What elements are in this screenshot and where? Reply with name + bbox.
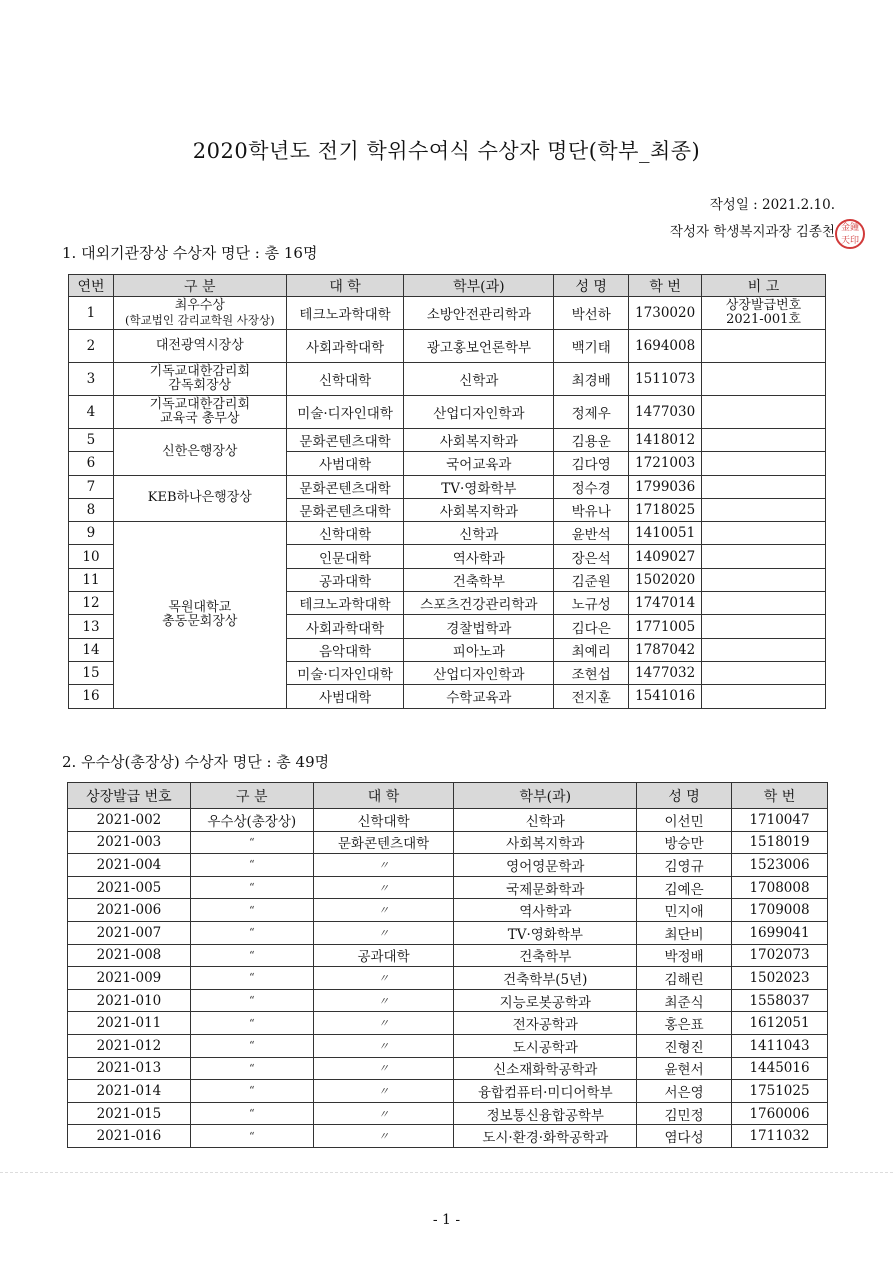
department-cell: 역사학과 xyxy=(404,545,554,568)
certificate-number-cell: 2021-012 xyxy=(68,1034,191,1057)
student-id-cell: 1771005 xyxy=(629,615,702,638)
header-cell: 학부(과) xyxy=(454,783,637,809)
certificate-number-cell: 2021-008 xyxy=(68,944,191,967)
header-cell: 성 명 xyxy=(554,275,629,297)
award-type-cell: “ xyxy=(190,1012,313,1035)
student-id-cell: 1751025 xyxy=(732,1080,828,1103)
section1-heading: 1. 대외기관장상 수상자 명단 : 총 16명 xyxy=(62,244,318,262)
department-cell: 도시공학과 xyxy=(454,1034,637,1057)
row-number-cell: 10 xyxy=(69,545,114,568)
department-cell: 전자공학과 xyxy=(454,1012,637,1035)
table-row xyxy=(68,876,828,899)
college-cell: 〃 xyxy=(313,921,454,944)
college-cell: 신학대학 xyxy=(286,363,404,396)
row-number-cell: 4 xyxy=(69,396,114,429)
college-cell: 문화콘텐츠대학 xyxy=(286,498,404,521)
name-cell: 김민정 xyxy=(637,1102,732,1125)
page-number: - 1 - xyxy=(432,1212,461,1228)
department-cell: 영어영문학과 xyxy=(454,854,637,877)
student-id-cell: 1799036 xyxy=(629,475,702,498)
student-id-cell: 1511073 xyxy=(629,363,702,396)
college-cell: 〃 xyxy=(313,989,454,1012)
department-cell: TV·영화학부 xyxy=(404,475,554,498)
college-cell: 테크노과학대학 xyxy=(286,297,404,330)
certificate-number-cell: 2021-004 xyxy=(68,854,191,877)
award-type-cell: “ xyxy=(190,876,313,899)
name-cell: 김다은 xyxy=(554,615,629,638)
name-cell: 윤반석 xyxy=(554,522,629,545)
cell-line: 목원대학교 xyxy=(168,599,232,615)
department-cell: 신학과 xyxy=(404,363,554,396)
college-cell: 문화콘텐츠대학 xyxy=(286,429,404,452)
row-number-cell: 5 xyxy=(69,429,114,452)
department-cell: 산업디자인학과 xyxy=(404,396,554,429)
name-cell: 윤현서 xyxy=(637,1057,732,1080)
cell-line: 교육국 총무상 xyxy=(160,411,240,426)
certificate-number-cell: 2021-007 xyxy=(68,921,191,944)
department-cell: 건축학부 xyxy=(454,944,637,967)
college-cell: 사회과학대학 xyxy=(286,615,404,638)
name-cell: 장은석 xyxy=(554,545,629,568)
college-cell: 인문대학 xyxy=(286,545,404,568)
name-cell: 김영규 xyxy=(637,854,732,877)
college-cell: 〃 xyxy=(313,1102,454,1125)
header-cell: 연번 xyxy=(69,275,114,297)
student-id-cell: 1518019 xyxy=(732,831,828,854)
row-number-cell: 1 xyxy=(69,297,114,330)
department-cell: 사회복지학과 xyxy=(404,498,554,521)
row-number-cell: 7 xyxy=(69,475,114,498)
row-number-cell: 13 xyxy=(69,615,114,638)
header-cell: 성 명 xyxy=(637,783,732,809)
footer-divider xyxy=(0,1172,893,1173)
award-type-cell xyxy=(113,363,286,396)
name-cell: 김다영 xyxy=(554,452,629,475)
name-cell: 최단비 xyxy=(637,921,732,944)
table-header-row xyxy=(69,275,826,297)
department-cell: 건축학부(5년) xyxy=(454,967,637,990)
student-id-cell: 1477032 xyxy=(629,661,702,684)
college-cell: 공과대학 xyxy=(286,568,404,591)
college-cell: 〃 xyxy=(313,967,454,990)
student-id-cell: 1541016 xyxy=(629,685,702,708)
student-id-cell: 1730020 xyxy=(629,297,702,330)
name-cell: 김준원 xyxy=(554,568,629,591)
student-id-cell: 1409027 xyxy=(629,545,702,568)
table-row xyxy=(68,967,828,990)
note-cell xyxy=(702,568,826,591)
table-row xyxy=(69,297,826,330)
cell-line: 상장발급번호 xyxy=(725,298,802,313)
table-row xyxy=(68,809,828,832)
row-number-cell: 9 xyxy=(69,522,114,545)
department-cell: TV·영화학부 xyxy=(454,921,637,944)
college-cell: 문화콘텐츠대학 xyxy=(313,831,454,854)
department-cell: 수학교육과 xyxy=(404,685,554,708)
student-id-cell: 1747014 xyxy=(629,592,702,615)
note-cell xyxy=(702,452,826,475)
award-type-cell: “ xyxy=(190,967,313,990)
award-type-cell: “ xyxy=(190,989,313,1012)
college-cell: 〃 xyxy=(313,1057,454,1080)
student-id-cell: 1477030 xyxy=(629,396,702,429)
award-type-cell: 우수상(총장상) xyxy=(190,809,313,832)
award-type-cell xyxy=(113,396,286,429)
certificate-number-cell: 2021-014 xyxy=(68,1080,191,1103)
cell-line: 총동문회장상 xyxy=(162,613,238,629)
college-cell: 〃 xyxy=(313,1125,454,1148)
college-cell: 사범대학 xyxy=(286,685,404,708)
section2-heading: 2. 우수상(총장상) 수상자 명단 : 총 49명 xyxy=(62,753,330,771)
author-line: 작성자 학생복지과장 김종천 xyxy=(669,224,835,240)
college-cell: 문화콘텐츠대학 xyxy=(286,475,404,498)
certificate-number-cell: 2021-010 xyxy=(68,989,191,1012)
name-cell: 전지훈 xyxy=(554,685,629,708)
page-title: 2020학년도 전기 학위수여식 수상자 명단(학부_최종) xyxy=(192,139,701,163)
college-cell: 〃 xyxy=(313,1080,454,1103)
award-type-cell: “ xyxy=(190,1125,313,1148)
student-id-cell: 1711032 xyxy=(732,1125,828,1148)
table-row xyxy=(69,429,826,452)
table-row xyxy=(68,1080,828,1103)
department-cell: 신학과 xyxy=(454,809,637,832)
college-cell: 〃 xyxy=(313,1012,454,1035)
award-type-cell: “ xyxy=(190,1102,313,1125)
table-row xyxy=(68,921,828,944)
table-row xyxy=(68,1057,828,1080)
note-cell xyxy=(702,615,826,638)
table-row xyxy=(68,854,828,877)
name-cell: 최준식 xyxy=(637,989,732,1012)
student-id-cell: 1445016 xyxy=(732,1057,828,1080)
student-id-cell: 1694008 xyxy=(629,330,702,363)
department-cell: 신학과 xyxy=(404,522,554,545)
department-cell: 국제문화학과 xyxy=(454,876,637,899)
certificate-number-cell: 2021-006 xyxy=(68,899,191,922)
college-cell: 사회과학대학 xyxy=(286,330,404,363)
student-id-cell: 1502023 xyxy=(732,967,828,990)
name-cell: 노규성 xyxy=(554,592,629,615)
certificate-number-cell: 2021-002 xyxy=(68,809,191,832)
name-cell: 정제우 xyxy=(554,396,629,429)
cell-line: 기독교대한감리회 xyxy=(149,397,251,412)
cell-line: 감독회장상 xyxy=(168,378,232,393)
student-id-cell: 1410051 xyxy=(629,522,702,545)
table-row xyxy=(68,1034,828,1057)
note-cell xyxy=(702,545,826,568)
department-cell: 스포츠건강관리학과 xyxy=(404,592,554,615)
department-cell: 경찰법학과 xyxy=(404,615,554,638)
student-id-cell: 1558037 xyxy=(732,989,828,1012)
table-row xyxy=(69,522,826,545)
certificate-number-cell: 2021-015 xyxy=(68,1102,191,1125)
note-cell xyxy=(702,330,826,363)
note-cell xyxy=(702,363,826,396)
college-cell: 신학대학 xyxy=(286,522,404,545)
student-id-cell: 1721003 xyxy=(629,452,702,475)
header-cell: 구 분 xyxy=(190,783,313,809)
name-cell: 최예리 xyxy=(554,638,629,661)
table-row xyxy=(68,899,828,922)
award-type-cell: “ xyxy=(190,831,313,854)
row-number-cell: 14 xyxy=(69,638,114,661)
college-cell: 〃 xyxy=(313,854,454,877)
name-cell: 서은영 xyxy=(637,1080,732,1103)
table-row xyxy=(69,363,826,396)
row-number-cell: 6 xyxy=(69,452,114,475)
name-cell: 염다성 xyxy=(637,1125,732,1148)
cell-line: (학교법인 감리교학원 사장상) xyxy=(125,313,275,327)
department-cell: 역사학과 xyxy=(454,899,637,922)
certificate-number-cell: 2021-005 xyxy=(68,876,191,899)
college-cell: 사범대학 xyxy=(286,452,404,475)
award-type-cell: “ xyxy=(190,1034,313,1057)
student-id-cell: 1418012 xyxy=(629,429,702,452)
name-cell: 이선민 xyxy=(637,809,732,832)
student-id-cell: 1502020 xyxy=(629,568,702,591)
student-id-cell: 1708008 xyxy=(732,876,828,899)
name-cell: 홍은표 xyxy=(637,1012,732,1035)
table-row xyxy=(68,989,828,1012)
name-cell: 최경배 xyxy=(554,363,629,396)
college-cell: 미술·디자인대학 xyxy=(286,661,404,684)
table-row xyxy=(68,1125,828,1148)
excellence-awards-table xyxy=(67,782,828,1148)
header-cell: 상장발급 번호 xyxy=(68,783,191,809)
row-number-cell: 15 xyxy=(69,661,114,684)
student-id-cell: 1709008 xyxy=(732,899,828,922)
certificate-number-cell: 2021-013 xyxy=(68,1057,191,1080)
name-cell: 박정배 xyxy=(637,944,732,967)
department-cell: 사회복지학과 xyxy=(404,429,554,452)
award-type-cell: “ xyxy=(190,921,313,944)
department-cell: 사회복지학과 xyxy=(454,831,637,854)
name-cell: 김용운 xyxy=(554,429,629,452)
college-cell: 〃 xyxy=(313,876,454,899)
note-cell xyxy=(702,475,826,498)
award-type-cell: 대전광역시장상 xyxy=(113,330,286,363)
table-row xyxy=(68,1102,828,1125)
note-cell xyxy=(702,522,826,545)
name-cell: 김예은 xyxy=(637,876,732,899)
header-cell: 구 분 xyxy=(113,275,286,297)
header-cell: 대 학 xyxy=(313,783,454,809)
certificate-number-cell: 2021-011 xyxy=(68,1012,191,1035)
row-number-cell: 8 xyxy=(69,498,114,521)
award-type-cell: “ xyxy=(190,899,313,922)
college-cell: 신학대학 xyxy=(313,809,454,832)
certificate-number-cell: 2021-016 xyxy=(68,1125,191,1148)
award-type-cell xyxy=(113,522,286,708)
name-cell: 민지애 xyxy=(637,899,732,922)
name-cell: 박선하 xyxy=(554,297,629,330)
certificate-number-cell: 2021-009 xyxy=(68,967,191,990)
award-type-cell: “ xyxy=(190,1057,313,1080)
award-type-cell: KEB하나은행장상 xyxy=(113,475,286,522)
note-cell xyxy=(702,498,826,521)
header-cell: 학 번 xyxy=(732,783,828,809)
department-cell: 융합컴퓨터·미디어학부 xyxy=(454,1080,637,1103)
note-cell xyxy=(702,638,826,661)
header-cell: 학 번 xyxy=(629,275,702,297)
header-cell: 학부(과) xyxy=(404,275,554,297)
note-cell xyxy=(702,429,826,452)
name-cell: 백기태 xyxy=(554,330,629,363)
table-row xyxy=(68,1012,828,1035)
department-cell: 건축학부 xyxy=(404,568,554,591)
college-cell: 〃 xyxy=(313,1034,454,1057)
row-number-cell: 3 xyxy=(69,363,114,396)
date-line: 작성일 : 2021.2.10. xyxy=(709,197,835,213)
department-cell: 피아노과 xyxy=(404,638,554,661)
name-cell: 박유나 xyxy=(554,498,629,521)
award-type-cell: 신한은행장상 xyxy=(113,429,286,476)
college-cell: 미술·디자인대학 xyxy=(286,396,404,429)
row-number-cell: 2 xyxy=(69,330,114,363)
award-type-cell: “ xyxy=(190,944,313,967)
note-cell xyxy=(702,685,826,708)
award-type-cell xyxy=(113,297,286,330)
student-id-cell: 1787042 xyxy=(629,638,702,661)
row-number-cell: 12 xyxy=(69,592,114,615)
cell-line: 기독교대한감리회 xyxy=(149,364,251,379)
college-cell: 공과대학 xyxy=(313,944,454,967)
name-cell: 방승만 xyxy=(637,831,732,854)
header-cell: 비 고 xyxy=(702,275,826,297)
table-row xyxy=(68,831,828,854)
department-cell: 국어교육과 xyxy=(404,452,554,475)
department-cell: 신소재화학공학과 xyxy=(454,1057,637,1080)
cell-line: 최우수상 xyxy=(174,298,225,313)
note-cell xyxy=(702,661,826,684)
department-cell: 도시·환경·화학공학과 xyxy=(454,1125,637,1148)
name-cell: 조현섭 xyxy=(554,661,629,684)
table-row xyxy=(69,396,826,429)
college-cell: 음악대학 xyxy=(286,638,404,661)
student-id-cell: 1411043 xyxy=(732,1034,828,1057)
award-type-cell: “ xyxy=(190,1080,313,1103)
name-cell: 정수경 xyxy=(554,475,629,498)
external-awards-table xyxy=(68,274,826,709)
header-cell: 대 학 xyxy=(286,275,404,297)
note-cell xyxy=(702,396,826,429)
department-cell: 정보통신융합공학부 xyxy=(454,1102,637,1125)
student-id-cell: 1760006 xyxy=(732,1102,828,1125)
note-cell xyxy=(702,592,826,615)
award-type-cell: “ xyxy=(190,854,313,877)
student-id-cell: 1710047 xyxy=(732,809,828,832)
table-row xyxy=(68,944,828,967)
name-cell: 김해린 xyxy=(637,967,732,990)
college-cell: 〃 xyxy=(313,899,454,922)
department-cell: 소방안전관리학과 xyxy=(404,297,554,330)
student-id-cell: 1612051 xyxy=(732,1012,828,1035)
seal-stamp-icon: 金鍾 天印 xyxy=(835,219,865,249)
name-cell: 진형진 xyxy=(637,1034,732,1057)
college-cell: 테크노과학대학 xyxy=(286,592,404,615)
row-number-cell: 16 xyxy=(69,685,114,708)
student-id-cell: 1523006 xyxy=(732,854,828,877)
student-id-cell: 1702073 xyxy=(732,944,828,967)
student-id-cell: 1699041 xyxy=(732,921,828,944)
student-id-cell: 1718025 xyxy=(629,498,702,521)
note-cell xyxy=(702,297,826,330)
department-cell: 산업디자인학과 xyxy=(404,661,554,684)
table-row xyxy=(69,330,826,363)
department-cell: 지능로봇공학과 xyxy=(454,989,637,1012)
table-header-row xyxy=(68,783,828,809)
department-cell: 광고홍보언론학부 xyxy=(404,330,554,363)
row-number-cell: 11 xyxy=(69,568,114,591)
cell-line: 2021-001호 xyxy=(726,312,801,327)
table-row xyxy=(69,475,826,498)
certificate-number-cell: 2021-003 xyxy=(68,831,191,854)
